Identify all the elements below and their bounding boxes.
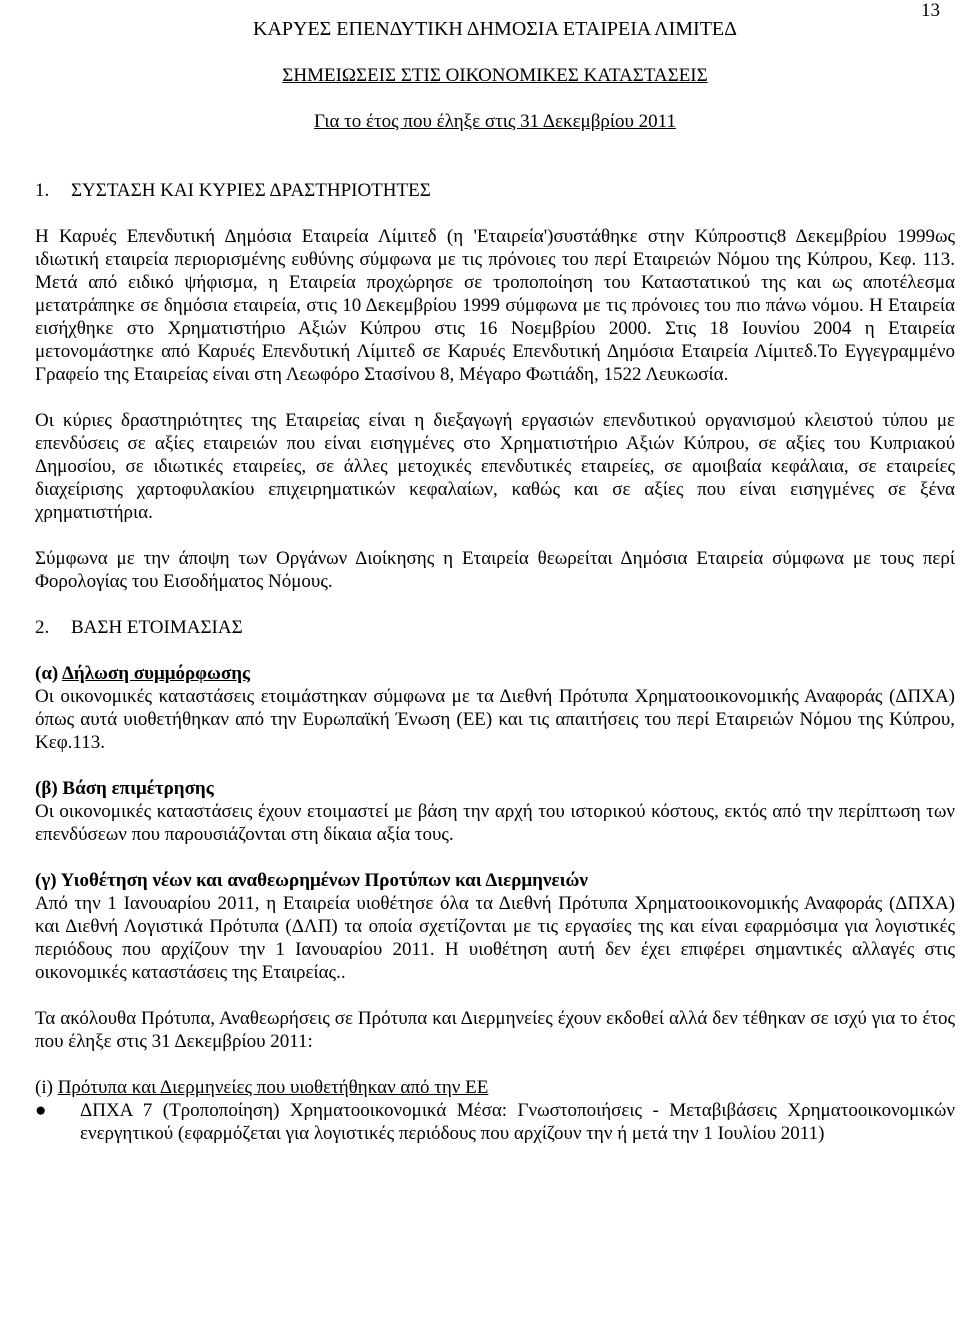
bullet-icon: ● xyxy=(35,1100,47,1121)
section-1-paragraph: Η Καρυές Επενδυτική Δημόσια Εταιρεία Λίμιτεδ (η 'Εταιρεία')συστάθηκε στην Κύπροστις8 Δεκεμβρίου 1999ως ιδιωτική εταιρεία περιορισμένης ευθύνης σύμφωνα με τις πρόνοιες του περί Εταιρειών Νόμου της Κύπρου, Κεφ. 113. Μετά από ειδικό ψήφισμα, η Εταιρεία προχώρησε σε τροποποίηση του Καταστατικού της και ως αποτέλεσμα μετατράπηκε σε δημόσια εταιρεία, στις 10 Δεκεμβρίου 1999 σύμφωνα με τις πρόνοιες του πιο πάνω νόμου. Η Εταιρεία εισήχθηκε στο Χρηματιστήριο Αξιών Κύπρου στις 16 Νοεμβρίου 2000. Στις 18 Ιουνίου 2004 η Εταιρεία μετονομάστηκε από Καρυές Επενδυτική Λίμιτεδ σε Καρυές Επενδυτική Δημόσια Εταιρεία Λίμιτεδ.Το Εγγεγραμμένο Γραφείο της Εταιρείας είναι στη Λεωφόρο Στασίνου 8, Μέγαρο Φωτιάδη, 1522 Λευκωσία. xyxy=(35,226,955,385)
subsection-b-text: Οι οικονομικές καταστάσεις έχουν ετοιμαστεί με βάση την αρχή του ιστορικού κόστους, εκτός από την περίπτωση των επενδύσεων που παρουσιάζονται στη δίκαια αξία τους. xyxy=(35,801,955,845)
section-2-title: ΒΑΣΗ ΕΤΟΙΜΑΣΙΑΣ xyxy=(71,617,243,638)
section-1-title: ΣΥΣΤΑΣΗ ΚΑΙ ΚΥΡΙΕΣ ΔΡΑΣΤΗΡΙΟΤΗΤΕΣ xyxy=(71,180,431,201)
section-1-paragraph: Σύμφωνα με την άποψη των Οργάνων Διοίκησης η Εταιρεία θεωρείται Δημόσια Εταιρεία σύμφωνα με τους περί Φορολογίας του Εισοδήματος Νόμους. xyxy=(35,548,955,592)
document-subtitle: ΣΗΜΕΙΩΣΕΙΣ ΣΤΙΣ ΟΙΚΟΝΟΜΙΚΕΣ ΚΑΤΑΣΤΑΣΕΙΣ xyxy=(282,65,708,86)
section-2-heading xyxy=(35,616,955,639)
page-number: 13 xyxy=(921,0,940,21)
subsection-a-text: Οι οικονομικές καταστάσεις ετοιμάστηκαν σύμφωνα με τα Διεθνή Πρότυπα Χρηματοοικονομικής Αναφοράς (ΔΠΧΑ) όπως αυτά υιοθετήθηκαν από την Ευρωπαϊκή Ένωση (ΕΕ) και τις απαιτήσεις του περί Εταιρειών Νόμου της Κύπρου, Κεφ.113. xyxy=(35,686,955,753)
list-item-text: ΔΠΧΑ 7 (Τροποποίηση) Χρηματοοικονομικά Μέσα: Γνωστοποιήσεις - Μεταβιβάσεις Χρηματοοικονομικών ενεργητικού (εφαρμόζεται για λογιστικές περιόδους που αρχίζουν την ή μετά την 1 Ιουλίου 2011) xyxy=(80,1100,955,1144)
subsection-i-heading xyxy=(35,1076,955,1099)
subsection-i-title: Πρότυπα και Διερμηνείες που υιοθετήθηκαν από την ΕΕ xyxy=(57,1077,489,1098)
subsection-c-heading: (γ) Υιοθέτηση νέων και αναθεωρημένων Προτύπων και Διερμηνειών xyxy=(35,870,588,891)
subsection-i-label: (i) xyxy=(35,1077,58,1098)
subsection-a-heading xyxy=(35,662,955,685)
section-1-paragraph: Οι κύριες δραστηριότητες της Εταιρείας είναι η διεξαγωγή εργασιών επενδυτικού οργανισμού κλειστού τύπου με επενδύσεις σε αξίες εταιρειών που είναι εισηγμένες στο Χρηματιστήριο Αξιών Κύπρου, σε αξίες του Κυπριακού Δημοσίου, σε ιδιωτικές εταιρείες, σε άλλες μετοχικές επενδυτικές εταιρείες, σε αμοιβαία κεφάλαια, σε εταιρείες διαχείρισης χαρτοφυλακίου επιχειρηματικών κεφαλαίων, καθώς και σε αξίες που είναι εισηγμένες σε ξένα χρηματιστήρια. xyxy=(35,410,955,523)
subsection-c-text-2: Τα ακόλουθα Πρότυπα, Αναθεωρήσεις σε Πρότυπα και Διερμηνείες έχουν εκδοθεί αλλά δεν τέθηκαν σε ισχύ για το έτος που έληξε στις 31 Δεκεμβρίου 2011: xyxy=(35,1008,955,1052)
subsection-a-title: Δήλωση συμμόρφωσης xyxy=(61,663,251,684)
subsection-c-note xyxy=(35,1007,955,1053)
subsection-b xyxy=(35,777,955,846)
subsection-c-text: Από την 1 Ιανουαρίου 2011, η Εταιρεία υιοθέτησε όλα τα Διεθνή Πρότυπα Χρηματοοικονομικής Αναφοράς (ΔΠΧΑ) και Διεθνή Λογιστικά Πρότυπα (ΔΛΠ) τα οποία σχετίζονται με τις εργασίες της και είναι εφαρμόσιμα για λογιστικές περιόδους που αρχίζουν την 1 Ιανουαρίου 2011. Η υιοθέτηση αυτή δεν έχει επιφέρει σημαντικές αλλαγές στις οικονομικές καταστάσεις της Εταιρείας.. xyxy=(35,893,955,983)
list-item xyxy=(35,1099,955,1145)
reporting-period: Για το έτος που έληξε στις 31 Δεκεμβρίου 2011 xyxy=(314,111,676,132)
section-1-number: 1. xyxy=(35,180,50,201)
standards-list xyxy=(35,1099,955,1145)
section-2-number: 2. xyxy=(35,617,50,638)
subsection-a-label: (α) xyxy=(35,663,62,684)
document-body xyxy=(35,18,955,1145)
subsection-a xyxy=(35,662,955,754)
subsection-b-heading: (β) Βάση επιμέτρησης xyxy=(35,778,214,799)
company-name: ΚΑΡΥΕΣ ΕΠΕΝΔΥΤΙΚΗ ΔΗΜΟΣΙΑ ΕΤΑΙΡΕΙΑ ΛΙΜΙΤΕΔ xyxy=(253,18,737,40)
subsection-c xyxy=(35,869,955,984)
section-1-heading xyxy=(35,179,955,202)
